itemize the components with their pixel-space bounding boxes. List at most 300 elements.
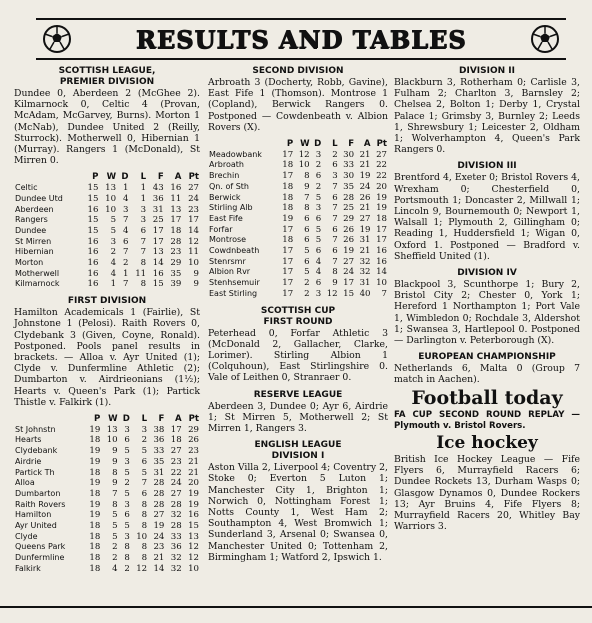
- team-name: Dumbarton: [15, 488, 61, 498]
- table-cell: 8: [304, 203, 310, 214]
- table-row: [14, 542, 200, 553]
- table-cell: 33: [343, 160, 355, 171]
- table-cell: 17: [282, 288, 294, 299]
- table-cell: 4: [110, 268, 117, 279]
- team-name: St Mirren: [15, 236, 52, 246]
- table-row: [208, 267, 388, 278]
- table-cell: 8: [141, 542, 148, 553]
- team-name: Albion Rvr: [209, 267, 251, 277]
- table-row: [14, 226, 200, 237]
- column-header: W: [106, 172, 117, 183]
- table-cell: 10: [105, 204, 117, 215]
- table-cell: 17: [282, 246, 294, 257]
- table-cell: 10: [136, 531, 148, 542]
- column-header: L: [140, 172, 147, 183]
- table-cell: 35: [343, 181, 355, 192]
- table-cell: 7: [112, 488, 118, 499]
- table-row: [208, 235, 388, 246]
- table-cell: 22: [170, 467, 182, 478]
- team-name: Airdrie: [15, 456, 42, 466]
- team-name: Dundee: [15, 225, 47, 235]
- table-cell: 4: [315, 267, 322, 278]
- column-header: P: [286, 139, 294, 150]
- table-cell: 7: [332, 181, 338, 192]
- table-cell: 24: [359, 181, 371, 192]
- table-cell: 29: [188, 424, 199, 435]
- table-cell: 17: [170, 424, 182, 435]
- table-cell: 18: [282, 192, 294, 203]
- table-cell: 18: [376, 213, 387, 224]
- column-header: P: [92, 172, 99, 183]
- table-cell: 8: [140, 258, 147, 269]
- table-cell: 36: [170, 542, 182, 553]
- league-table: [14, 414, 200, 575]
- table-cell: 17: [152, 225, 164, 236]
- section-heading: SECOND DIVISION: [252, 66, 344, 76]
- table-cell: 9: [332, 278, 338, 289]
- table-cell: 6: [123, 236, 129, 247]
- table-cell: 6: [124, 510, 130, 521]
- results-text: Netherlands 6, Malta 0 (Group 7 match in Aachen).: [394, 363, 580, 386]
- table-cell: 3: [315, 288, 322, 299]
- table-row: [14, 205, 200, 216]
- results-text: Hamilton Academicals 1 (Fairlie), St Johnstone 1 (Pelosi). Raith Rovers 0, Clydebank 3 (Given, Coyne, Ronald). Postponed. Pools panel results in brackets. — Alloa v. Ayr United (1); Clyde v. Dunfermline Athletic (2); Dumbarton v. Airdrieonians (1½); Hearts v. Queen's Park (1); Partick Thistle v. Falkirk (1).: [14, 307, 200, 408]
- table-cell: 8: [141, 499, 148, 510]
- table-cell: 12: [188, 542, 199, 553]
- table-cell: 16: [87, 236, 99, 247]
- team-name: Dunfermline: [15, 553, 65, 563]
- table-cell: 17: [188, 215, 199, 226]
- table-cell: 6: [304, 256, 310, 267]
- table-cell: 7: [123, 215, 129, 226]
- section-heading: RESERVE LEAGUE: [253, 389, 343, 400]
- table-cell: 27: [170, 446, 182, 457]
- table-cell: 3: [140, 204, 147, 215]
- table-cell: 31: [152, 204, 164, 215]
- table-cell: 13: [152, 247, 164, 258]
- table-cell: 5: [124, 467, 130, 478]
- table-cell: 18: [89, 488, 101, 499]
- table-cell: 12: [326, 288, 338, 299]
- table-cell: 6: [304, 235, 310, 246]
- table-cell: 10: [188, 258, 199, 269]
- table-cell: 18: [89, 521, 101, 532]
- table-cell: 12: [136, 563, 148, 574]
- team-name: Brechin: [209, 171, 240, 181]
- team-name: Raith Rovers: [15, 499, 66, 509]
- table-header: [14, 172, 200, 183]
- table-cell: 3: [315, 149, 322, 160]
- table-header: [14, 414, 200, 425]
- table-row: [14, 435, 200, 446]
- column-header: L: [332, 139, 338, 150]
- table-cell: 5: [124, 521, 130, 532]
- page-bottom-rule: [0, 606, 592, 623]
- column-2: [208, 66, 388, 563]
- table-cell: 6: [332, 192, 338, 203]
- table-row: [208, 214, 388, 225]
- table-cell: 6: [140, 225, 147, 236]
- table-cell: 2: [124, 563, 130, 574]
- table-cell: 17: [282, 149, 294, 160]
- table-cell: 7: [332, 213, 338, 224]
- table-cell: 19: [359, 224, 371, 235]
- table-cell: 39: [170, 279, 182, 290]
- table-cell: 36: [153, 435, 165, 446]
- table-cell: 28: [153, 499, 165, 510]
- table-cell: 4: [315, 256, 322, 267]
- table-cell: 28: [153, 488, 165, 499]
- column-header: F: [157, 172, 164, 183]
- table-cell: 5: [304, 246, 310, 257]
- table-cell: 30: [343, 171, 355, 182]
- table-cell: 3: [124, 424, 130, 435]
- table-cell: 2: [123, 258, 129, 269]
- team-name: Stenhsemuir: [209, 278, 260, 288]
- table-cell: 19: [188, 499, 199, 510]
- table-cell: 8: [141, 553, 148, 564]
- table-cell: 25: [152, 215, 164, 226]
- table-cell: 2: [304, 288, 310, 299]
- results-text: Aston Villa 2, Liverpool 4; Coventry 2, Stoke 0; Everton 5 Luton 1; Manchester City 1, Brighton 1; Norwich 0, Nottingham Forest 1; Notts County 1, West Ham 2; Southampton 4, West Bromwich 1; Sunderland 3, Arsenal 0; Swansea 0, Manchester United 0; Tottenham 2, Birmingham 1; Watford 2, Ipswich 1.: [208, 462, 388, 563]
- table-cell: 8: [140, 279, 147, 290]
- table-row: [14, 489, 200, 500]
- table-cell: 28: [343, 192, 355, 203]
- team-name: Stenrsmr: [209, 256, 246, 266]
- table-cell: 6: [141, 488, 148, 499]
- column-header: D: [314, 139, 322, 150]
- table-cell: 35: [153, 456, 165, 467]
- table-cell: 16: [376, 256, 387, 267]
- table-cell: 5: [112, 531, 118, 542]
- table-cell: 2: [112, 553, 118, 564]
- table-cell: 17: [343, 278, 355, 289]
- table-cell: 6: [304, 213, 310, 224]
- table-cell: 18: [282, 203, 294, 214]
- table-cell: 7: [304, 192, 310, 203]
- table-cell: 21: [359, 149, 371, 160]
- table-cell: 5: [112, 510, 118, 521]
- team-name: Clyde: [15, 531, 38, 541]
- results-text: Blackburn 3, Rotherham 0; Carlisle 3, Fulham 2; Charlton 3, Barnsley 2; Chelsea 2, Bolton 1; Derby 1, Crystal Palace 1; Grimsby 3, Burnley 2; Leeds 1, Shrewsbury 1; Leicester 2, Oldham 1; Wolverhampton 4, Queen's Park Rangers 0.: [394, 77, 580, 156]
- table-cell: 10: [188, 563, 199, 574]
- team-name: Montrose: [209, 235, 247, 245]
- table-row: [208, 160, 388, 171]
- table-cell: 9: [193, 279, 199, 290]
- table-cell: 15: [87, 215, 99, 226]
- table-cell: 17: [282, 267, 294, 278]
- table-cell: 7: [140, 236, 147, 247]
- table-cell: 19: [89, 424, 101, 435]
- table-cell: 19: [89, 499, 101, 510]
- table-row: [208, 171, 388, 182]
- results-text: British Ice Hockey League — Fife Flyers 6, Murrayfield Racers 6; Dundee Rockets 13, Durham Wasps 0; Glasgow Dynamos 0, Dundee Rockers 13; Ayr Bruins 4, Fife Flyers 8; Murrayfield Racers 20, Whitley Bay Warriors 3.: [394, 454, 580, 533]
- table-cell: 32: [170, 510, 182, 521]
- column-header: F: [348, 139, 355, 150]
- table-row: [14, 237, 200, 248]
- table-cell: 19: [359, 171, 371, 182]
- table-cell: 17: [282, 278, 294, 289]
- table-cell: 5: [141, 446, 148, 457]
- column-header: P: [94, 413, 101, 424]
- table-cell: 1: [110, 279, 117, 290]
- table-cell: 17: [376, 235, 387, 246]
- table-cell: 11: [135, 268, 147, 279]
- table-cell: 19: [89, 456, 101, 467]
- table-row: [14, 564, 200, 575]
- table-cell: 14: [376, 267, 387, 278]
- table-cell: 14: [188, 225, 199, 236]
- table-cell: 20: [188, 478, 199, 489]
- team-name: Falkirk: [15, 563, 41, 573]
- table-row: [208, 150, 388, 161]
- table-cell: 19: [89, 446, 101, 457]
- table-row: [14, 194, 200, 205]
- table-cell: 16: [188, 510, 199, 521]
- table-cell: 2: [304, 278, 310, 289]
- table-cell: 7: [332, 203, 338, 214]
- table-cell: 6: [332, 246, 338, 257]
- team-name: Qn. of Sth: [209, 181, 249, 191]
- team-name: Hibernian: [15, 247, 54, 257]
- table-row: [14, 553, 200, 564]
- table-cell: 4: [123, 225, 129, 236]
- football-today-text: FA CUP SECOND ROUND REPLAY — Plymouth v. Bristol Rovers.: [394, 409, 580, 431]
- table-cell: 3: [110, 236, 117, 247]
- table-cell: 26: [359, 192, 371, 203]
- table-row: [14, 457, 200, 468]
- table-cell: 16: [152, 268, 164, 279]
- table-cell: 32: [170, 563, 182, 574]
- section-heading: EUROPEAN CHAMPIONSHIP: [418, 352, 556, 363]
- table-cell: 22: [376, 171, 387, 182]
- table-cell: 29: [170, 258, 182, 269]
- table-cell: 28: [170, 499, 182, 510]
- table-cell: 16: [87, 247, 99, 258]
- page-header: [36, 18, 566, 60]
- table-row: [14, 183, 200, 194]
- table-cell: 27: [376, 149, 387, 160]
- table-cell: 3: [315, 203, 322, 214]
- table-cell: 4: [112, 563, 118, 574]
- table-cell: 6: [315, 278, 322, 289]
- table-cell: 17: [282, 224, 294, 235]
- team-name: Hearts: [15, 435, 42, 445]
- table-row: [14, 425, 200, 436]
- table-cell: 40: [359, 288, 371, 299]
- table-row: [208, 193, 388, 204]
- table-cell: 6: [315, 213, 322, 224]
- table-cell: 9: [304, 181, 310, 192]
- results-text: Peterhead 0, Forfar Athletic 3 (McDonald 2, Gallacher, Clarke, Lorimer). Stirling Albion 1 (Colquhoun), East Stirlingshire 0. Vale of Leithen 0, Stranraer 0.: [208, 327, 388, 384]
- table-cell: 8: [124, 542, 130, 553]
- table-cell: 16: [170, 183, 182, 194]
- table-cell: 1: [123, 268, 129, 279]
- table-cell: 7: [123, 279, 129, 290]
- table-cell: 3: [332, 171, 338, 182]
- table-cell: 16: [87, 204, 99, 215]
- section-heading: DIVISION II: [459, 66, 515, 76]
- column-header: D: [122, 413, 130, 424]
- table-row: [208, 278, 388, 289]
- table-row: [208, 225, 388, 236]
- table-cell: 21: [359, 160, 371, 171]
- table-cell: 23: [170, 456, 182, 467]
- table-cell: 32: [359, 256, 371, 267]
- table-row: [208, 289, 388, 300]
- team-name: Cowdnbeath: [209, 246, 260, 256]
- table-cell: 24: [343, 267, 355, 278]
- table-cell: 18: [170, 225, 182, 236]
- table-cell: 33: [153, 446, 165, 457]
- table-cell: 36: [152, 193, 164, 204]
- table-cell: 5: [315, 224, 322, 235]
- table-cell: 26: [343, 224, 355, 235]
- table-cell: 8: [112, 499, 118, 510]
- section-heading: SCOTTISH LEAGUE,: [58, 66, 156, 76]
- ice-hockey-heading: Ice hockey: [436, 433, 538, 454]
- football-icon: [42, 24, 72, 54]
- table-cell: 6: [315, 246, 322, 257]
- table-cell: 9: [112, 456, 118, 467]
- table-cell: 30: [343, 149, 355, 160]
- table-cell: 15: [87, 225, 99, 236]
- table-row: [208, 257, 388, 268]
- table-cell: 27: [343, 256, 355, 267]
- results-text: Arbroath 3 (Docherty, Robb, Gavine), East Fife 1 (Thomson). Montrose 1 (Copland), Berwick Rangers 0. Postponed — Cowdenbeath v. Albion Rovers (X).: [208, 77, 388, 133]
- table-cell: 13: [170, 204, 182, 215]
- table-cell: 10: [106, 435, 118, 446]
- table-cell: 10: [105, 193, 117, 204]
- table-cell: 8: [112, 467, 118, 478]
- table-cell: 1: [140, 183, 147, 194]
- table-cell: 6: [315, 171, 322, 182]
- table-row: [208, 246, 388, 257]
- table-cell: 6: [332, 160, 338, 171]
- table-cell: 21: [188, 467, 199, 478]
- table-cell: 43: [152, 183, 164, 194]
- table-cell: 7: [140, 247, 147, 258]
- table-cell: 5: [315, 192, 322, 203]
- table-cell: 19: [376, 203, 387, 214]
- table-cell: 27: [170, 488, 182, 499]
- table-cell: 15: [152, 279, 164, 290]
- table-cell: 22: [376, 160, 387, 171]
- team-name: Clydebank: [15, 446, 58, 456]
- table-row: [14, 532, 200, 543]
- team-name: Berwick: [209, 192, 241, 202]
- table-row: [14, 468, 200, 479]
- table-row: [14, 258, 200, 269]
- table-cell: 19: [89, 510, 101, 521]
- team-name: Alloa: [15, 478, 35, 488]
- table-cell: 38: [153, 424, 165, 435]
- table-cell: 2: [112, 542, 118, 553]
- team-name: Motherwell: [15, 268, 60, 278]
- team-name: Forfar: [209, 224, 233, 234]
- table-cell: 12: [188, 553, 199, 564]
- table-cell: 13: [106, 424, 118, 435]
- table-cell: 18: [89, 553, 101, 564]
- section-subheading: FIRST ROUND: [263, 316, 333, 327]
- results-text: Aberdeen 3, Dundee 0; Ayr 6, Airdrie 1; St Mirren 5, Motherwell 2; St Mirren 1, Rangers 3.: [208, 400, 388, 434]
- column-header: A: [363, 139, 371, 150]
- table-cell: 11: [188, 247, 199, 258]
- team-name: Meadowbank: [209, 149, 262, 159]
- table-cell: 5: [110, 225, 117, 236]
- section-heading: DIVISION IV: [457, 268, 517, 279]
- table-cell: 24: [170, 478, 182, 489]
- table-cell: 31: [359, 235, 371, 246]
- table-cell: 24: [188, 193, 199, 204]
- table-cell: 17: [170, 215, 182, 226]
- league-table: [14, 172, 200, 290]
- table-cell: 15: [343, 288, 355, 299]
- column-header: L: [141, 413, 148, 424]
- table-cell: 7: [123, 247, 129, 258]
- table-cell: 6: [141, 456, 148, 467]
- table-cell: 28: [170, 236, 182, 247]
- column-header: Pt: [188, 413, 199, 424]
- table-cell: 18: [89, 467, 101, 478]
- table-cell: 18: [170, 435, 182, 446]
- table-cell: 15: [188, 521, 199, 532]
- table-cell: 28: [170, 521, 182, 532]
- table-cell: 23: [153, 542, 165, 553]
- table-cell: 19: [153, 521, 165, 532]
- table-row: [14, 510, 200, 521]
- table-cell: 12: [188, 236, 199, 247]
- table-cell: 29: [343, 213, 355, 224]
- table-header: [208, 139, 388, 150]
- table-cell: 5: [124, 446, 130, 457]
- team-name: Aberdeen: [15, 204, 54, 214]
- table-cell: 21: [359, 246, 371, 257]
- team-name: Arbroath: [209, 160, 244, 170]
- section-heading: FIRST DIVISION: [67, 296, 147, 307]
- table-row: [14, 269, 200, 280]
- table-cell: 8: [304, 171, 310, 182]
- table-cell: 23: [188, 446, 199, 457]
- table-cell: 7: [332, 256, 338, 267]
- table-cell: 11: [170, 193, 182, 204]
- table-row: [14, 500, 200, 511]
- table-cell: 4: [123, 193, 129, 204]
- table-cell: 1: [123, 183, 129, 194]
- table-row: [14, 215, 200, 226]
- table-cell: 32: [170, 553, 182, 564]
- table-cell: 16: [87, 268, 99, 279]
- results-text: Brentford 4, Exeter 0; Bristol Rovers 4, Wrexham 0; Chesterfield 0, Portsmouth 1; Doncaster 2, Millwall 1; Lincoln 9, Bournemouth 0; Newport 1, Walsall 1; Plymouth 2, Gillingham 0; Reading 1, Huddersfield 1; Wigan 0, Oxford 1. Postponed — Bradford v. Sheffield United (1).: [394, 172, 580, 262]
- table-cell: 26: [343, 235, 355, 246]
- team-name: Stirling Alb: [209, 203, 253, 213]
- table-cell: 2: [315, 160, 322, 171]
- team-name: Kilmarnock: [15, 279, 60, 289]
- table-cell: 5: [141, 467, 148, 478]
- column-header: W: [300, 139, 310, 150]
- table-cell: 10: [376, 278, 387, 289]
- table-cell: 18: [89, 563, 101, 574]
- section-subheading: PREMIER DIVISION: [59, 77, 155, 87]
- table-cell: 12: [298, 149, 310, 160]
- table-cell: 4: [110, 258, 117, 269]
- table-cell: 13: [188, 531, 199, 542]
- table-cell: 21: [359, 203, 371, 214]
- football-icon: [530, 24, 560, 54]
- table-cell: 5: [304, 267, 310, 278]
- table-cell: 18: [89, 435, 101, 446]
- table-row: [14, 521, 200, 532]
